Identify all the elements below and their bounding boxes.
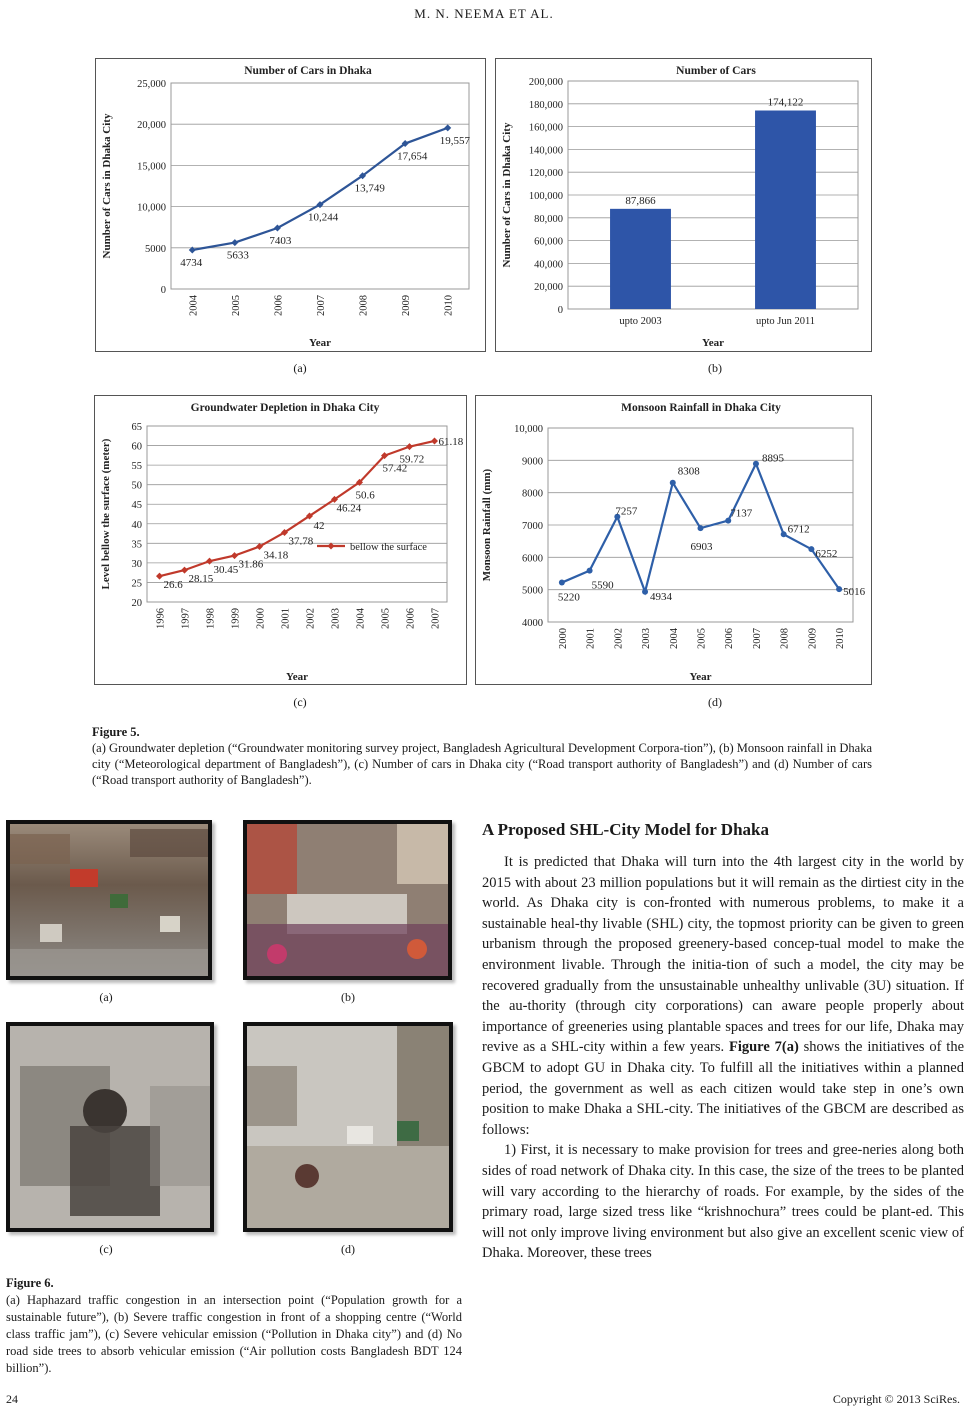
data-label: 4734	[180, 256, 203, 269]
data-point	[698, 525, 704, 531]
x-tick-label: 2004	[668, 628, 680, 649]
x-tick-label: 2007	[751, 628, 763, 649]
figure-7a-reference[interactable]: Figure 7(a)	[728, 1039, 799, 1056]
y-tick-label: 40	[131, 519, 142, 531]
y-tick-label: 65	[131, 422, 142, 433]
y-tick-label: 7000	[522, 521, 543, 532]
x-tick-label: upto 2003	[619, 316, 662, 327]
data-point	[753, 461, 759, 467]
data-point	[836, 586, 842, 592]
x-axis-label: Year	[286, 671, 308, 683]
fig6-label-a: (a)	[99, 990, 113, 1004]
y-tick-label: 0	[160, 285, 166, 296]
y-tick-label: 5000	[522, 585, 543, 597]
y-tick-label: 50	[131, 480, 142, 492]
x-axis-label: Year	[702, 337, 724, 349]
data-label: 87,866	[625, 194, 656, 207]
x-tick-label: 2006	[405, 608, 417, 629]
chart-cars-dhaka	[95, 58, 486, 352]
data-label: 5633	[226, 249, 249, 262]
data-label: 19,557	[439, 134, 470, 147]
y-axis-label: Level bellow the surface (meter)	[100, 438, 112, 590]
x-tick-label: 2002	[613, 628, 625, 649]
y-tick-label: 100,000	[528, 191, 563, 202]
y-tick-label: 30	[131, 558, 142, 570]
data-point	[559, 580, 565, 586]
plot-area	[171, 83, 469, 289]
data-label: 42	[313, 519, 325, 532]
data-label: 30.45	[213, 564, 239, 577]
x-tick-label: 2004	[355, 608, 367, 629]
data-label: 37.78	[288, 535, 314, 548]
data-label: 7137	[730, 507, 753, 520]
data-label: 4934	[650, 590, 673, 603]
x-tick-label: 2009	[807, 628, 819, 649]
photo-shopping-centre-jam	[243, 820, 452, 980]
fig5-label-b: (b)	[708, 361, 722, 375]
y-tick-label: 4000	[522, 618, 543, 629]
figure5-caption	[92, 724, 872, 788]
x-tick-label: 2005	[696, 628, 708, 649]
y-tick-label: 8000	[522, 488, 543, 500]
x-tick-label: 2003	[641, 628, 653, 649]
data-label: 5220	[557, 591, 580, 604]
data-label: 6252	[815, 548, 838, 561]
section-title: A Proposed SHL-City Model for Dhaka	[482, 820, 769, 839]
y-tick-label: 20,000	[137, 120, 166, 132]
paragraph-2: 1) First, it is necessary to make provision for trees and gree-neries along both sides of road network of Dhaka city. In this case, the size of the trees to be planted will vary according to the hierarchy of roads. For example, by the sides of the primary road, large sized tress like “krishnochura” trees could be plant-ed. This will not only improve living environment but also give an excellent scenic view of Dhaka. Moreover, these trees	[482, 1142, 964, 1262]
data-label: 59.72	[399, 453, 425, 466]
page-number: 24	[6, 1392, 18, 1406]
y-tick-label: 40,000	[534, 259, 563, 271]
section-body	[482, 852, 964, 1264]
x-tick-label: 2001	[280, 608, 292, 629]
data-label: 5016	[843, 586, 866, 599]
y-tick-label: 160,000	[528, 122, 563, 134]
figure5-caption-title: Figure 5.	[92, 725, 140, 739]
photo-traffic-intersection	[6, 820, 212, 980]
y-tick-label: 120,000	[528, 168, 563, 180]
x-tick-label: 1998	[205, 608, 217, 629]
y-axis-label: Number of Cars in Dhaka City	[101, 113, 113, 259]
x-tick-label: 2005	[230, 295, 242, 316]
x-tick-label: 2006	[724, 628, 736, 649]
chart-rainfall	[475, 395, 872, 685]
data-label: 5590	[591, 579, 614, 592]
fig6-label-b: (b)	[341, 990, 355, 1004]
paragraph-1-text-b: shows the initiatives of the GBCM to adopt GU in Dhaka city. To fulfill all the initiatives within a planned period, the government as well as each citizen would take step in one’s own position to make Dhaka a SHL-city. The initiatives of the GBCM are described as follows:	[482, 1039, 965, 1138]
running-head: M. N. NEEMA ET AL.	[414, 6, 554, 21]
figure6-caption-title: Figure 6.	[6, 1276, 54, 1290]
y-tick-label: 20,000	[534, 282, 563, 294]
data-label: 26.6	[163, 579, 183, 592]
x-tick-label: 1996	[155, 608, 167, 629]
data-label: 8895	[761, 452, 784, 465]
chart-cars-total	[495, 58, 872, 352]
fig6-label-c: (c)	[99, 1242, 113, 1256]
data-label: 46.24	[336, 502, 362, 515]
x-tick-label: 2002	[305, 608, 317, 629]
y-axis-label: Number of Cars in Dhaka City	[501, 122, 513, 268]
x-tick-label: 2005	[380, 608, 392, 629]
y-tick-label: 9000	[522, 456, 543, 468]
data-label: 31.86	[238, 558, 264, 571]
y-tick-label: 140,000	[528, 145, 563, 157]
x-tick-label: 2006	[273, 295, 285, 316]
x-tick-label: 2010	[835, 628, 847, 649]
data-label: 34.18	[263, 549, 289, 562]
data-point	[587, 568, 593, 574]
x-tick-label: 1997	[180, 608, 192, 629]
legend-label: bellow the surface	[350, 542, 427, 553]
fig6-label-d: (d)	[341, 1242, 355, 1256]
data-label: 61.18	[438, 435, 464, 448]
figure6-caption	[6, 1275, 462, 1377]
x-tick-label: 2001	[585, 628, 597, 649]
y-tick-label: 6000	[522, 553, 543, 565]
y-tick-label: 180,000	[528, 99, 563, 111]
paragraph-1	[482, 852, 964, 1140]
data-label: 13,749	[354, 182, 385, 195]
copyright: Copyright © 2013 SciRes.	[832, 1392, 960, 1406]
data-point	[670, 480, 676, 486]
data-label: 17,654	[397, 150, 428, 163]
data-point	[642, 589, 648, 595]
y-tick-label: 10,000	[514, 424, 543, 435]
x-tick-label: 2000	[255, 608, 267, 629]
figure6-caption-text: (a) Haphazard traffic congestion in an intersection point (“Population growth for a sustainable future”), (b) Severe traffic congestion in front of a shopping centre (“World class traffic jam”), (c) Severe vehicular emission (“Pollution in Dhaka city”) and (d) No road side trees to absorb vehicular emission (“Air pollution costs Bangladesh BDT 124 billion”).	[6, 1293, 462, 1375]
fig5-label-c: (c)	[293, 695, 307, 709]
chart-title: Monsoon Rainfall in Dhaka City	[621, 402, 781, 414]
x-tick-label: 2000	[557, 628, 569, 649]
x-tick-label: 2008	[779, 628, 791, 649]
y-tick-label: 20	[131, 598, 142, 609]
y-tick-label: 35	[131, 539, 142, 551]
paragraph-1-text-a: It is predicted that Dhaka will turn into the 4th largest city in the world by 2015 with about 23 million populations but it will remain as the dirtiest city in the world. As Dhaka city is con-fronted with numerous problems, to make it a sustainable heal-thy livable (SHL) city, the topmost priority can be given to green urbanism through the proposed greenery-based concep-tual model to make the environment livable. Through the initia-tion of such a model, the city may be recovered gradually from the unsustainable unhealthy unlivable (3U) situation. If the au-thority (through city corporations) can aware people properly about importance of greeneries using plantable spaces and trees for our life, Dhaka may revive as a SHL-city within a few years.	[482, 854, 964, 1056]
x-tick-label: 2010	[443, 295, 455, 316]
x-tick-label: upto Jun 2011	[755, 316, 816, 327]
x-tick-label: 2009	[401, 295, 413, 316]
data-point	[808, 546, 814, 552]
x-tick-label: 2007	[430, 608, 442, 629]
chart-groundwater	[94, 395, 467, 685]
data-label: 7403	[269, 234, 292, 247]
y-tick-label: 15,000	[137, 161, 166, 173]
chart-title: Number of Cars	[676, 65, 756, 77]
y-tick-label: 25,000	[137, 79, 166, 90]
chart-title: Number of Cars in Dhaka	[244, 65, 372, 77]
x-tick-label: 1999	[230, 608, 242, 629]
chart-title: Groundwater Depletion in Dhaka City	[190, 402, 380, 414]
data-label: 8308	[677, 465, 700, 478]
photo-no-road-trees	[243, 1022, 453, 1232]
y-tick-label: 80,000	[534, 213, 563, 225]
data-label: 6903	[690, 541, 713, 554]
y-tick-label: 0	[557, 305, 563, 316]
x-tick-label: 2003	[330, 608, 342, 629]
x-axis-label: Year	[309, 337, 331, 349]
y-tick-label: 55	[131, 461, 142, 473]
x-tick-label: 2004	[188, 295, 200, 316]
data-point	[781, 531, 787, 537]
x-tick-label: 2008	[358, 295, 370, 316]
bar	[610, 209, 671, 309]
data-label: 10,244	[308, 211, 339, 224]
data-label: 50.6	[355, 489, 375, 502]
data-label: 174,122	[767, 96, 804, 109]
y-axis-label: Monsoon Rainfall (mm)	[481, 468, 493, 582]
y-tick-label: 25	[131, 578, 142, 590]
x-tick-label: 2007	[316, 295, 327, 316]
fig5-label-d: (d)	[708, 695, 722, 709]
y-tick-label: 60,000	[534, 236, 563, 248]
y-tick-label: 200,000	[528, 77, 563, 88]
bar	[755, 111, 816, 309]
figure5-caption-text: (a) Groundwater depletion (“Groundwater monitoring survey project, Bangladesh Agricultural Development Corpora-tion”), (b) Monsoon rainfall in Dhaka city (“Meteorological department of Bangladesh”), (c) Number of cars in Dhaka city (“Road transport authority of Bangladesh”) and (d) Number of cars (“Road transport authority of Bangladesh”).	[92, 741, 872, 787]
photo-vehicular-emission	[6, 1022, 214, 1232]
data-label: 57.42	[382, 462, 408, 475]
y-tick-label: 5000	[145, 243, 166, 255]
data-label: 6712	[787, 523, 810, 536]
fig5-label-a: (a)	[293, 361, 307, 375]
y-tick-label: 60	[131, 441, 142, 453]
data-label: 28.15	[188, 573, 214, 586]
y-tick-label: 10,000	[137, 202, 166, 214]
data-label: 7257	[615, 505, 638, 518]
x-axis-label: Year	[689, 671, 712, 683]
y-tick-label: 45	[131, 500, 142, 512]
